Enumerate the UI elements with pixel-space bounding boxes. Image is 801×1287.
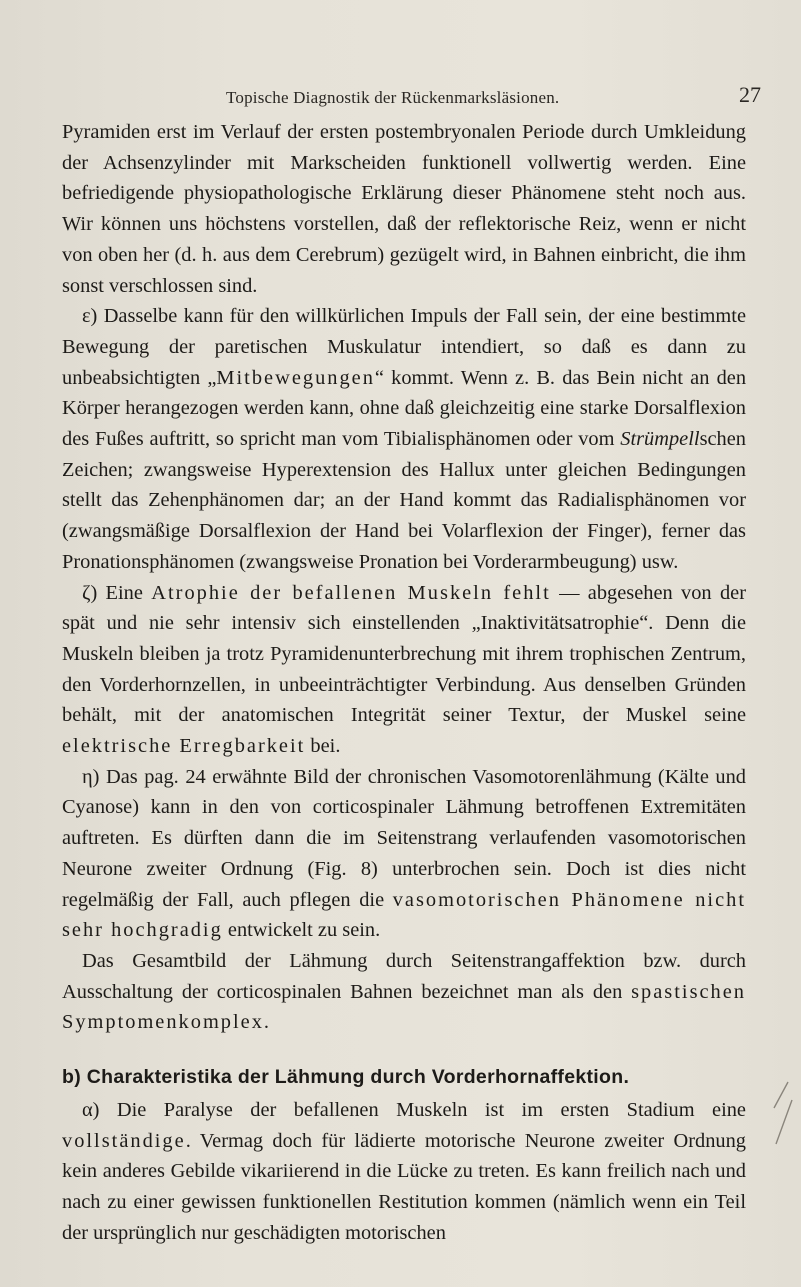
paragraph-summary: Das Gesamtbild der Lähmung durch Seitenstrangaffektion bzw. durch Ausschaltung der corticospinalen Bahnen bezeichnet man als den spastischen Symptomenkomplex.	[62, 949, 746, 1034]
paragraph-eta: η) Das pag. 24 erwähnte Bild der chronischen Vasomotorenlähmung (Kälte und Cyanose) kann in den von corticospinaler Lähmung betroffenen Extremitäten auftreten. Es dürften dann die im Seitenstrang verlaufenden vasomotorischen Neurone zweiter Ordnung (Fig. 8) unterbrochen sein. Doch ist dies nicht regelmäßig der Fall, auch pflegen die vasomotorischen Phänomene nicht sehr hochgradig entwickelt zu sein.	[62, 765, 746, 942]
section-heading: b) Charakteristika der Lähmung durch Vorderhornaffektion.	[62, 1066, 630, 1089]
emphasis-spaced: vasomotorischen Phänomene nicht sehr hochgradig	[62, 888, 746, 942]
paragraph-alpha: α) Die Paralyse der befallenen Muskeln ist im ersten Stadium eine vollständige. Vermag doch für lädierte motorische Neurone zweiter Ordnung kein anderes Gebilde vikariierend in die Lücke zu treten. Es kann freilich nach und nach zu einer gewissen funktionellen Restitution kommen (nämlich wenn ein Teil der ursprünglich nur geschädigten motorischen	[62, 1098, 746, 1244]
emphasis-spaced: Atrophie der befallenen Muskeln fehlt	[151, 581, 551, 604]
running-title: Topische Diagnostik der Rückenmarksläsionen.	[226, 88, 560, 107]
emphasis-spaced: elektrische Erregbarkeit	[62, 735, 306, 758]
paragraph: Pyramiden erst im Verlauf der ersten postembryonalen Periode durch Umkleidung der Achsenzylinder mit Markscheiden funktionell vollwertig werden. Eine befriedigende physiopathologische Erklärung dieser Phänomene steht noch aus. Wir können uns höchstens vorstellen, daß der reflektorische Reiz, wenn er nicht von oben her (d. h. aus dem Cerebrum) gezügelt wird, in Bahnen einbricht, die ihm sonst verschlossen sind.	[62, 121, 746, 297]
page-body	[62, 117, 746, 1248]
margin-pencil-mark-icon	[766, 1078, 796, 1148]
emphasis-spaced: spastischen Symptomenkomplex	[62, 980, 746, 1034]
paragraph-zeta: ζ) Eine Atrophie der befallenen Muskeln fehlt — abgesehen von der spät und nie sehr intensiv sich einstellenden „Inaktivitätsatrophie“. Denn die Muskeln bleiben ja trotz Pyramidenunterbrechung mit ihrem trophischen Zentrum, den Vorderhornzellen, in unbeeinträchtigter Verbindung. Aus denselben Gründen behält, mit der anatomischen Integrität seiner Textur, der Muskel seine elektrische Erregbarkeit bei.	[62, 581, 746, 758]
emphasis-spaced: Mitbewegungen	[216, 366, 375, 389]
emphasis-spaced: vollständige	[62, 1129, 186, 1152]
page-number: 27	[739, 82, 761, 107]
paragraph-epsilon: ε) Dasselbe kann für den willkürlichen Impuls der Fall sein, der eine bestimmte Bewegung der paretischen Muskulatur intendiert, so daß es dann zu unbeabsichtigten „Mitbewegungen“ kommt. Wenn z. B. das Bein nicht an den Körper herangezogen werden kann, ohne daß gleichzeitig eine starke Dorsalflexion des Fußes auftritt, so spricht man vom Tibialisphänomen oder vom Strümpellschen Zeichen; zwangsweise Hyperextension des Hallux unter gleichen Bedingungen stellt das Zehenphänomen dar; an der Hand kommt das Radialisphänomen vor (zwangsmäßige Dorsalflexion der Hand bei Volarflexion der Finger), ferner das Pronationsphänomen (zwangsweise Pronation bei Vorderarmbeugung) usw.	[62, 305, 747, 573]
emphasis-italic: Strümpell	[620, 428, 700, 451]
